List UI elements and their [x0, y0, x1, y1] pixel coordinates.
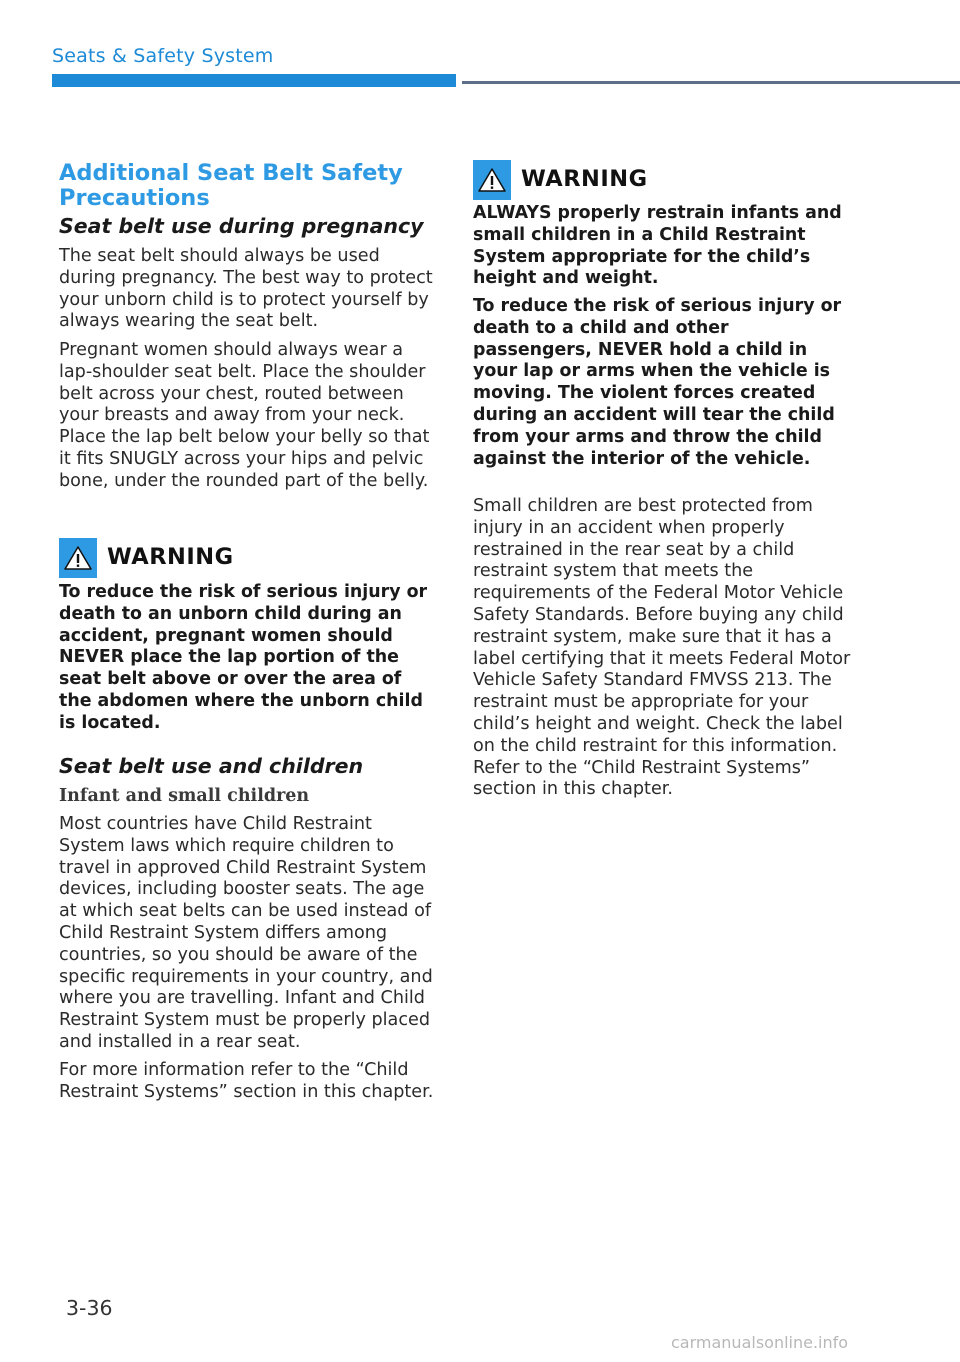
children-warning-header [473, 160, 851, 200]
infant-heading: Infant and small children [59, 786, 310, 806]
chapter-title: Seats & Safety System [52, 45, 274, 67]
children-warning-paragraph-2: To reduce the risk of serious injury or death to a child and other passengers, NEVER hold a child in your lap or arms when the vehicle is moving. The violent forces created during an accident will tear the child from your arms and throw the child against the interior of the vehicle. [473, 296, 842, 469]
header-accent-bar [52, 74, 456, 87]
section-title: Additional Seat Belt Safety Precautions [59, 160, 403, 211]
warning-label: WARNING [521, 166, 648, 192]
pregnancy-warning-header [59, 538, 437, 578]
pregnancy-paragraph-1: The seat belt should always be used during pregnancy. The best way to protect your unborn child is to protect yourself by always wearing the seat belt. [59, 246, 433, 332]
warning-icon [59, 538, 97, 578]
children-warning-paragraph-1: ALWAYS properly restrain infants and small children in a Child Restraint System appropriate for the child’s height and weight. [473, 203, 842, 289]
pregnancy-paragraph-2: Pregnant women should always wear a lap-shoulder seat belt. Place the shoulder belt across your chest, routed between your breasts and away from your neck. Place the lap belt below your belly so that it fits SNUGLY across your hips and pelvic bone, under the rounded part of the belly. [59, 340, 430, 491]
pregnancy-heading: Seat belt use during pregnancy [59, 214, 424, 238]
children-paragraph-1: Most countries have Child Restraint System laws which require children to travel in approved Child Restraint System devices, including booster seats. The age at which seat belts can be used instead of Child Restraint System differs among countries, so you should be aware of the specific requirements in your country, and where you are travelling. Infant and Child Restraint System must be properly placed and installed in a rear seat. [59, 814, 433, 1052]
page-number: 3-36 [66, 1296, 113, 1320]
warning-icon [473, 160, 511, 200]
children-paragraph-2: For more information refer to the “Child Restraint Systems” section in this chapter. [59, 1060, 434, 1102]
children-heading: Seat belt use and children [59, 754, 364, 778]
pregnancy-warning-text: To reduce the risk of serious injury or death to an unborn child during an accident, pregnant women should NEVER place the lap portion of the seat belt above or over the area of the abdomen where the unborn child is located. [59, 582, 428, 733]
warning-label: WARNING [107, 544, 234, 570]
child-restraint-paragraph: Small children are best protected from injury in an accident when properly restrained in the rear seat by a child restraint system that meets the requirements of the Federal Motor Vehicle Safety Standards. Before buying any child restraint system, make sure that it has a label certifying that it meets Federal Motor Vehicle Safety Standard FMVSS 213. The restraint must be appropriate for your child’s height and weight. Check the label on the child restraint for this information. Refer to the “Child Restraint Systems” section in this chapter. [473, 496, 851, 800]
watermark: carmanualsonline.info [671, 1333, 849, 1352]
header-rule [462, 81, 960, 84]
